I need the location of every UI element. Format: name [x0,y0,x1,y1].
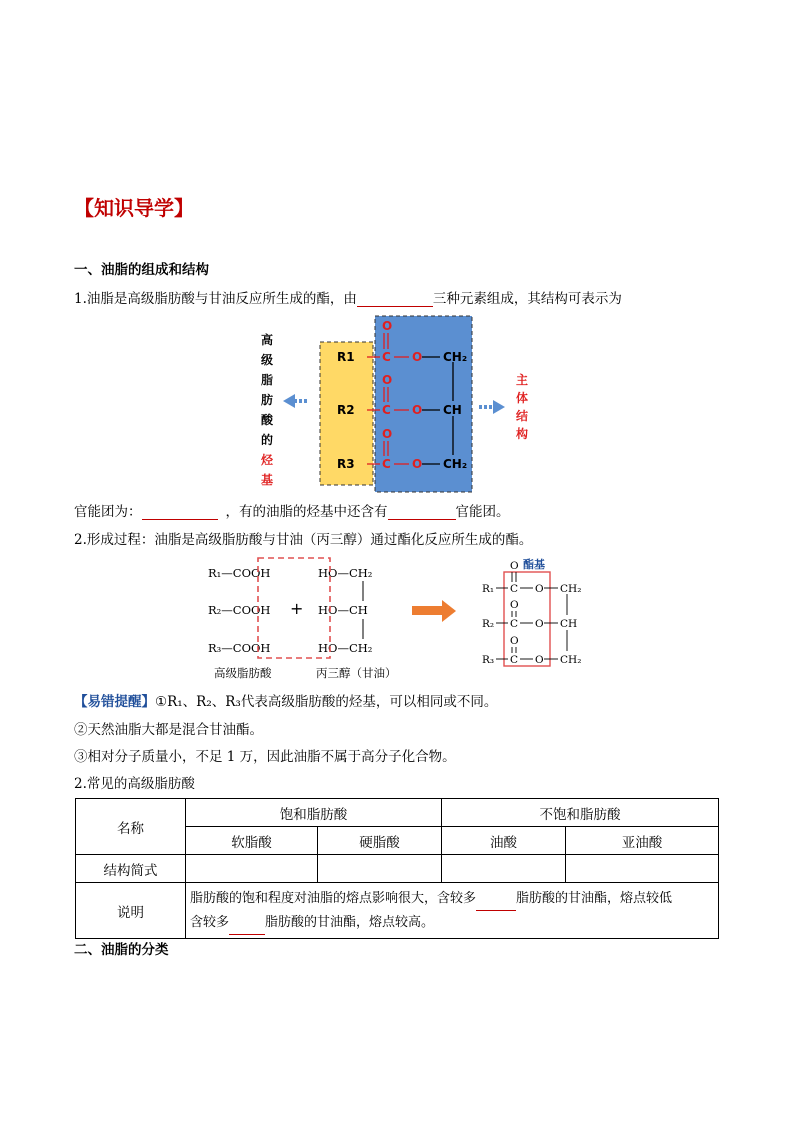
cell-structure-label: 结构简式 [76,855,186,883]
cell-structure-oleic[interactable] [442,855,566,883]
paragraph-formation: 2.形成过程：油脂是高级脂肪酸与甘油（丙三醇）通过酯化反应所生成的酯。 [74,532,533,548]
section2-heading: 二、油脂的分类 [74,942,169,958]
cell-stearic: 硬脂酸 [318,827,442,855]
text: 1.油脂是高级脂肪酸与甘油反应所生成的酯，由 [74,291,357,307]
glycerol-3: HO—CH₂ [318,641,373,655]
esterification-diagram [200,556,600,684]
cell-unsaturated: 不饱和脂肪酸 [442,799,719,827]
product-ch2-2: CH₂ [560,654,582,666]
answer-blank-elements[interactable] [357,293,433,307]
product-o3: O [510,635,519,647]
o-ring-1: O [412,350,423,364]
left-label-3: 肪 [261,393,274,407]
text: 脂肪酸的甘油酯，熔点较高。 [265,914,435,930]
product-r2: R₂ [482,618,495,630]
text: 脂肪酸的甘油酯，熔点较低 [516,890,673,906]
product-r3: R₃ [482,654,495,666]
left-label-1: 级 [261,353,274,367]
cell-structure-palmitic[interactable] [186,855,318,883]
paragraph-composition [74,287,622,307]
c-1: C [382,350,391,364]
o-top-3: O [382,427,393,441]
text: 含较多 [190,914,230,930]
c-3: C [382,457,391,471]
reaction-arrow-icon [412,600,456,622]
product-o1: O [510,560,519,572]
answer-blank-functional-group[interactable] [142,506,218,520]
left-label-red-0: 烃 [261,453,274,467]
answer-blank-extra-group[interactable] [388,506,456,520]
r3-label: R3 [337,457,355,471]
page-title: 【知识导学】 [74,196,194,220]
right-label-1: 体 [516,391,529,405]
acid-3: R₃—COOH [208,641,271,655]
cell-linoleic: 亚油酸 [566,827,719,855]
product-c2: C [510,618,519,630]
tip-3: ③相对分子质量小，不足 1 万，因此油脂不属于高分子化合物。 [74,749,456,765]
acid-caption: 高级脂肪酸 [214,666,272,680]
product-ring-o1: O [535,583,544,595]
ch2-top: CH₂ [443,350,468,364]
product-ring-o2: O [535,618,544,630]
right-label-0: 主 [516,373,529,387]
o-ring-3: O [412,457,423,471]
glycerol-1: HO—CH₂ [318,566,373,580]
tip-2: ②天然油脂大都是混合甘油酯。 [74,722,263,738]
paragraph-functional-group [74,500,510,520]
text: 脂肪酸的饱和程度对油脂的熔点影响很大，含较多 [190,890,477,906]
ester-group-label: 酯基 [523,558,545,571]
product-c3: C [510,654,519,666]
cell-explain-text [186,883,719,939]
answer-blank-saturated[interactable] [229,922,265,935]
cell-name: 名称 [76,799,186,855]
cell-palmitic: 软脂酸 [186,827,318,855]
paragraph-common-acids: 2.常见的高级脂肪酸 [74,776,195,792]
text: 三种元素组成，其结构可表示为 [432,291,622,307]
cell-saturated: 饱和脂肪酸 [186,799,442,827]
answer-blank-unsaturated[interactable] [476,898,516,911]
right-label-2: 结 [516,409,529,423]
left-label-2: 脂 [261,373,274,387]
text: ①R₁、R₂、R₃代表高级脂肪酸的烃基，可以相同或不同。 [155,694,498,710]
fat-structure-diagram [255,312,545,497]
plus-sign: + [290,599,304,618]
ch2-bottom: CH₂ [443,457,468,471]
product-o2: O [510,599,519,611]
r1-label: R1 [337,350,355,364]
tip-label: 【易错提醒】 [74,694,155,710]
glycerol-2: HO—CH [318,603,368,617]
cell-structure-stearic[interactable] [318,855,442,883]
ch-mid: CH [443,403,462,417]
cell-explain-label: 说明 [76,883,186,939]
left-label-0: 高 [261,333,274,347]
c-2: C [382,403,391,417]
o-top-1: O [382,319,393,333]
product-c1: C [510,583,519,595]
left-label-4: 酸 [261,413,274,427]
glycerol-caption: 丙三醇（甘油） [316,666,397,680]
o-ring-2: O [412,403,423,417]
right-label-3: 构 [516,427,529,441]
cell-oleic: 油酸 [442,827,566,855]
tip-1 [74,690,497,710]
acid-2: R₂—COOH [208,603,271,617]
text: 官能团。 [455,504,510,520]
left-label-5: 的 [261,433,274,447]
right-arrow-icon [479,400,505,414]
product-ch2-1: CH₂ [560,583,582,595]
acid-1: R₁—COOH [208,566,271,580]
section1-heading: 一、油脂的组成和结构 [74,262,209,278]
text: 官能团为： [74,504,142,520]
product-ring-o3: O [535,654,544,666]
fatty-acid-table [75,798,719,939]
left-arrow-icon [283,394,307,408]
product-ch: CH [560,618,578,630]
o-top-2: O [382,373,393,387]
product-r1: R₁ [482,583,495,595]
left-label-red-1: 基 [261,473,274,487]
r2-label: R2 [337,403,355,417]
cell-structure-linoleic[interactable] [566,855,719,883]
text: ，有的油脂的烃基中还含有 [225,504,388,520]
